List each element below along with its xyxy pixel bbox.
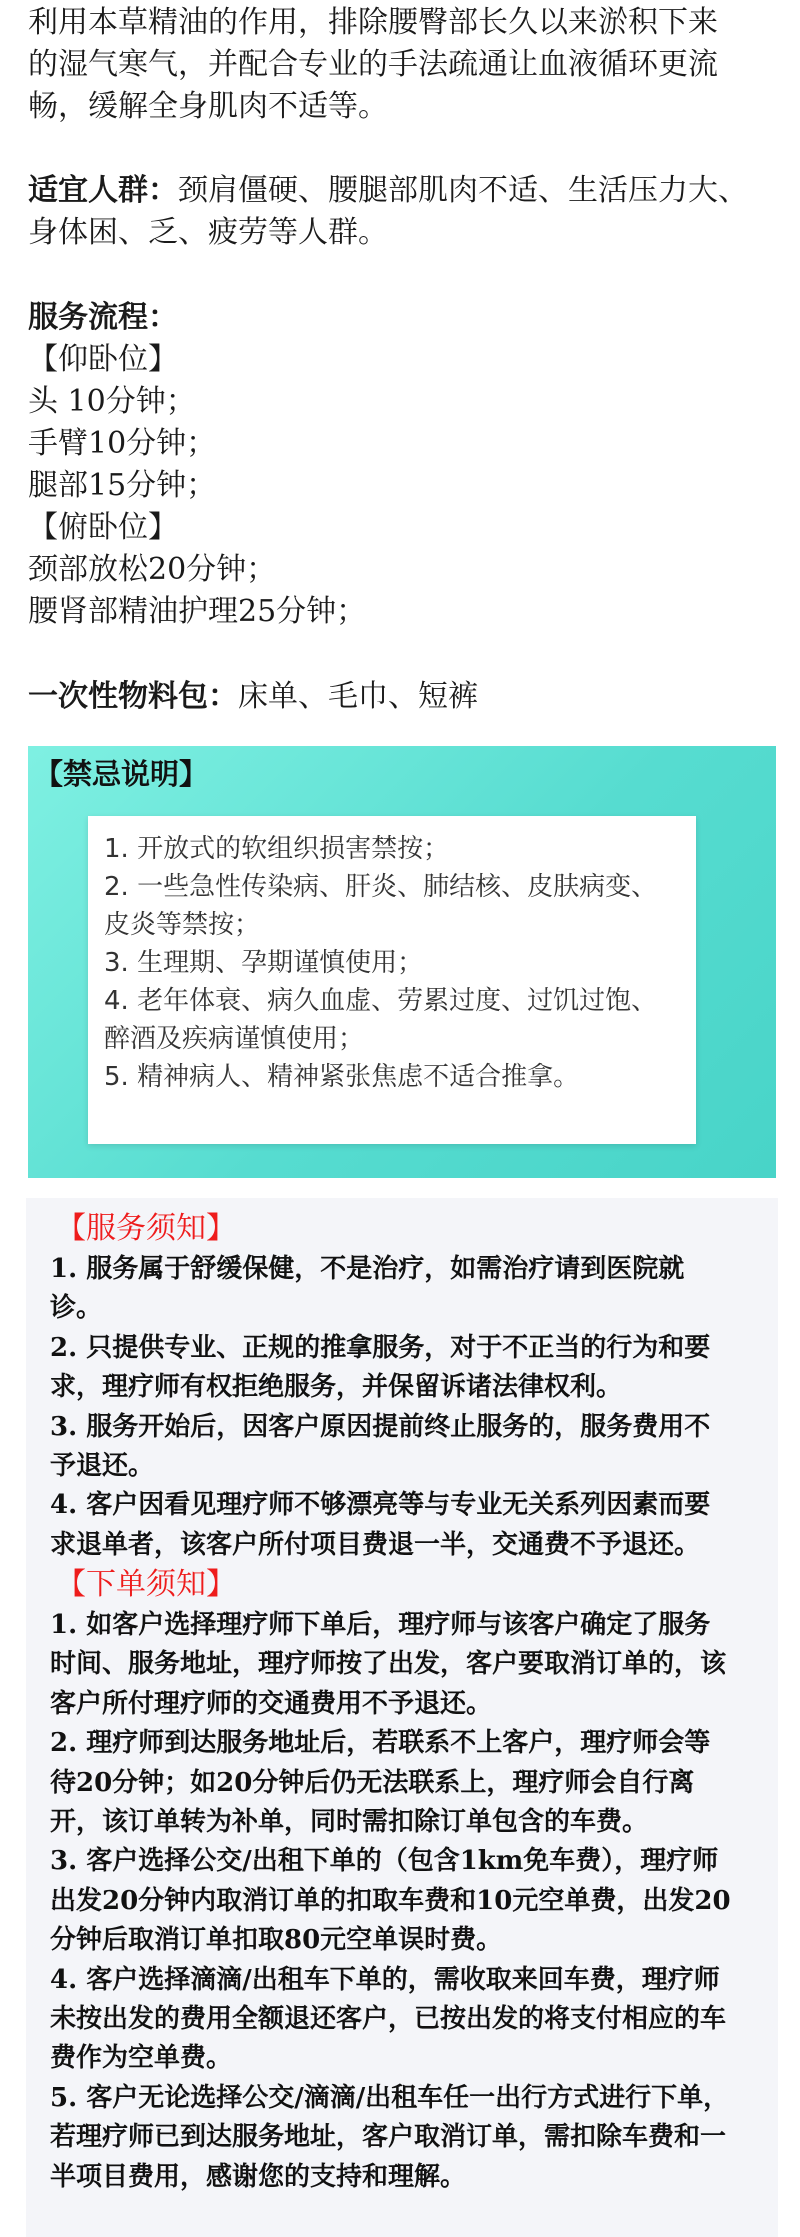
rules-panel (26, 1198, 778, 2237)
order-notice-item: 3. 客户选择公交/出租下单的（包含1km免车费），理疗师 (50, 1846, 719, 1877)
process-step: 【仰卧位】 (28, 342, 178, 377)
taboo-item: 2. 一些急性传染病、肝炎、肺结核、皮肤病变、 (104, 872, 658, 902)
order-notice-item: 半项目费用，感谢您的支持和理解。 (50, 2161, 467, 2192)
service-notice-title: 【服务须知】 (56, 1211, 236, 1246)
intro-paragraph (28, 2, 778, 128)
order-notice-item: 未按出发的费用全额退还客户，已按出发的将支付相应的车 (50, 2004, 727, 2035)
order-notice-item: 5. 客户无论选择公交/滴滴/出租车任一出行方式进行下单， (50, 2082, 730, 2113)
service-notice-item: 诊。 (50, 1293, 103, 1324)
service-notice-item: 4. 客户因看见理疗师不够漂亮等与专业无关系列因素而要 (50, 1490, 711, 1521)
process-step: 头 10分钟； (28, 384, 196, 419)
order-notice-item: 分钟后取消订单扣取80元空单误时费。 (50, 1925, 503, 1956)
order-notice-title: 【下单须知】 (56, 1567, 236, 1602)
service-notice-item: 1. 服务属于舒缓保健，不是治疗，如需治疗请到医院就 (50, 1254, 685, 1284)
order-notice-item: 时间、服务地址，理疗师按了出发，客户要取消订单的，该 (50, 1649, 727, 1680)
materials (28, 676, 778, 718)
service-notice-item: 2. 只提供专业、正规的推拿服务，对于不正当的行为和要 (50, 1332, 711, 1363)
taboo-item: 1. 开放式的软组织损害禁按； (104, 834, 450, 864)
intro-line: 的湿气寒气，并配合专业的手法疏通让血液循环更流 (28, 47, 718, 82)
taboo-item: 皮炎等禁按； (104, 910, 261, 940)
service-notice-item: 3. 服务开始后，因客户原因提前终止服务的，服务费用不 (50, 1411, 711, 1442)
process-step: 腿部15分钟； (28, 468, 217, 503)
taboo-item: 4. 老年体衰、病久血虚、劳累过度、过饥过饱、 (104, 986, 658, 1016)
suitable-value-cont: 身体困、乏、疲劳等人群。 (28, 215, 388, 250)
taboo-item: 3. 生理期、孕期谨慎使用； (104, 948, 424, 978)
service-notice-list (50, 1250, 790, 1565)
taboo-panel (28, 746, 776, 1178)
order-notice-item: 1. 如客户选择理疗师下单后，理疗师与该客户确定了服务 (50, 1610, 711, 1640)
order-notice-item: 费作为空单费。 (50, 2043, 233, 2074)
taboo-item: 5. 精神病人、精神紧张焦虑不适合推拿。 (104, 1062, 580, 1092)
process-step: 腰肾部精油护理25分钟； (28, 594, 367, 629)
service-notice-item: 求退单者，该客户所付项目费退一半，交通费不予退还。 (50, 1529, 701, 1560)
taboo-list (104, 830, 689, 1096)
order-notice-item: 待20分钟；如20分钟后仍无法联系上，理疗师会自行离 (50, 1767, 695, 1798)
order-notice-item: 出发20分钟内取消订单的扣取车费和10元空单费，出发20 (50, 1885, 731, 1916)
order-notice-item: 4. 客户选择滴滴/出租车下单的，需收取来回车费，理疗师 (50, 1964, 720, 1995)
order-notice-item: 开，该订单转为补单，同时需扣除订单包含的车费。 (50, 1807, 649, 1838)
taboo-title: 【禁忌说明】 (34, 757, 209, 791)
intro-line: 畅，缓解全身肌肉不适等。 (28, 89, 388, 124)
taboo-card (88, 816, 696, 1144)
order-notice-item: 客户所付理疗师的交通费用不予退还。 (50, 1688, 493, 1719)
order-notice-item: 2. 理疗师到达服务地址后，若联系不上客户，理疗师会等 (50, 1728, 711, 1759)
service-notice-item: 求，理疗师有权拒绝服务，并保留诉诸法律权利。 (50, 1372, 623, 1403)
materials-label: 一次性物料包： (28, 679, 238, 714)
intro-line: 利用本草精油的作用，排除腰臀部长久以来淤积下来 (28, 5, 718, 40)
service-notice-item: 予退还。 (50, 1451, 155, 1482)
process-step: 手臂10分钟； (28, 426, 217, 461)
order-notice-list (50, 1606, 790, 2197)
suitable-value: 颈肩僵硬、腰腿部肌肉不适、生活压力大、 (178, 173, 748, 208)
suitable-population (28, 170, 778, 254)
order-notice-item: 若理疗师已到达服务地址，客户取消订单，需扣除车费和一 (50, 2122, 727, 2153)
process-step: 【俯卧位】 (28, 510, 178, 545)
process-label: 服务流程： (28, 300, 178, 335)
process-step: 颈部放松20分钟； (28, 552, 277, 587)
materials-value: 床单、毛巾、短裤 (238, 679, 478, 714)
suitable-label: 适宜人群： (28, 173, 178, 208)
taboo-item: 醉酒及疾病谨慎使用； (104, 1024, 365, 1054)
service-process (28, 297, 778, 633)
